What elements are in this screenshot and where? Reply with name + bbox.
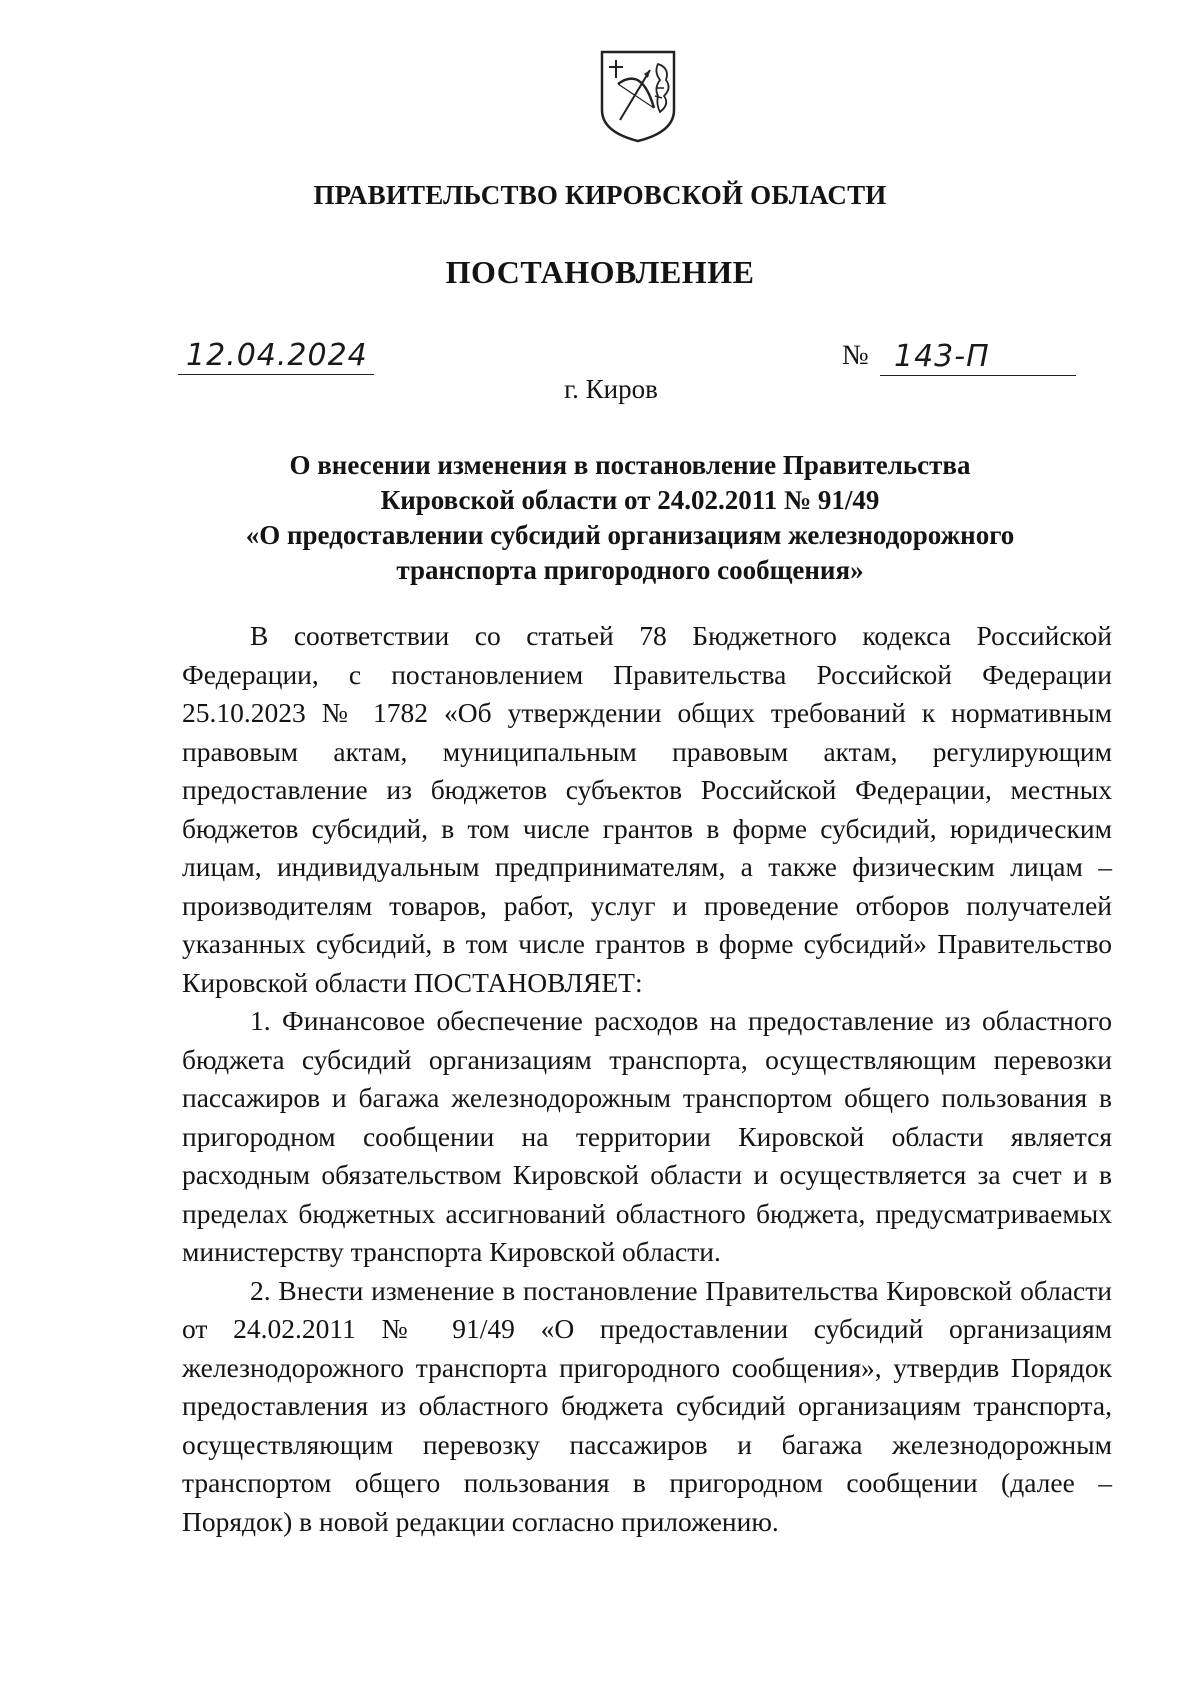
item-2-paragraph: 2. Внести изменение в постановление Правительства Кировской области от 24.02.2011 № 91/49 «О предоставлении субсидий организациям железнодорожного транспорта пригородного сообщения», утвердив Порядок предоставления из областного бюджета субсидий организациям транспорта, осуществляющим перевозку пассажиров и багажа железнодорожным транспортом общего пользования в пригородном сообщении (далее – Порядок) в новой редакции согласно приложению. bbox=[182, 1274, 1112, 1537]
organization-title: ПРАВИТЕЛЬСТВО КИРОВСКОЙ ОБЛАСТИ bbox=[313, 180, 887, 210]
city: г. Киров bbox=[564, 374, 658, 404]
heading-line-1: О внесении изменения в постановление Правительства bbox=[289, 450, 971, 480]
document-date: 12.04.2024 bbox=[186, 338, 368, 373]
document-number-line bbox=[880, 337, 1076, 376]
heading-line-3: «О предоставлении субсидий организациям железнодорожного bbox=[245, 520, 1015, 550]
number-sign: № bbox=[842, 340, 869, 371]
document-number-field bbox=[842, 338, 1077, 376]
coat-of-arms-icon bbox=[598, 48, 678, 144]
document-type: ПОСТАНОВЛЕНИЕ bbox=[445, 254, 755, 290]
document-date-field bbox=[178, 334, 374, 375]
document-number: 143-П bbox=[894, 339, 990, 374]
heading-line-2: Кировской области от 24.02.2011 № 91/49 bbox=[380, 485, 880, 515]
item-1-paragraph: 1. Финансовое обеспечение расходов на предоставление из областного бюджета субсидий организациям транспорта, осуществляющим перевозки пассажиров и багажа железнодорожным транспортом общего пользования в пригородном сообщении на территории Кировской области является расходным обязательством Кировской области и осуществляется за счет и в пределах бюджетных ассигнований областного бюджета, предусматриваемых министерству транспорта Кировской области. bbox=[182, 1005, 1112, 1267]
heading-line-4: транспорта пригородного сообщения» bbox=[396, 555, 864, 585]
preamble-paragraph: В соответствии со статьей 78 Бюджетного кодекса Российской Федерации, с постановлением Правительства Российской Федерации 25.10.2023 № 1782 «Об утверждении общих требований к нормативным правовым актам, муниципальным правовым актам, регулирующим предоставление из бюджетов субъектов Российской Федерации, местных бюджетов субсидий, в том числе грантов в форме субсидий, юридическим лицам, индивидуальным предпринимателям, а также физическим лицам – производителям товаров, работ, услуг и проведение отборов получателей указанных субсидий, в том числе грантов в форме субсидий» Правительство Кировской области ПОСТАНОВЛЯЕТ: bbox=[182, 620, 1112, 998]
document-heading bbox=[200, 448, 1060, 588]
document-body bbox=[182, 617, 1112, 1541]
